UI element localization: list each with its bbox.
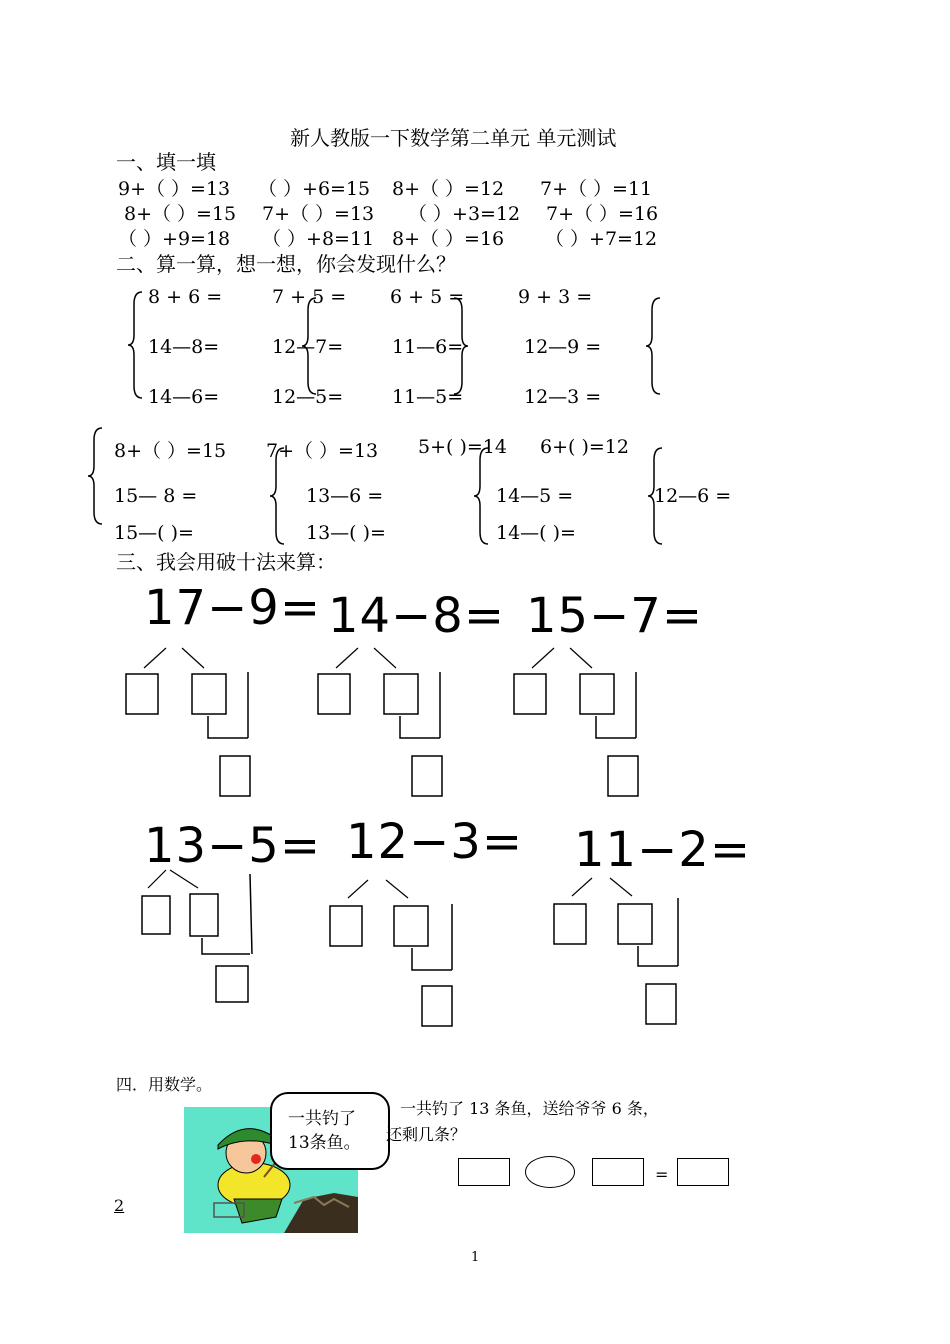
split-problem: 15−7= xyxy=(526,588,704,644)
brace-icon xyxy=(472,446,492,546)
split-problem: 14−8= xyxy=(328,588,506,644)
fill-item: （ ）+3=12 xyxy=(408,203,521,225)
split-problem: 11−2= xyxy=(574,822,752,878)
question-line-1: 一共钓了 13 条鱼，送给爷爷 6 条， xyxy=(400,1099,659,1118)
fill-item: 7+（ ）=13 xyxy=(262,203,375,225)
fill-item: 9+（ ）=13 xyxy=(118,178,231,200)
calc-item: 11—6= xyxy=(392,336,464,358)
section-2-heading: 二、算一算，想一想，你会发现什么？ xyxy=(116,252,456,276)
split-problem: 13−5= xyxy=(144,818,322,874)
calc-item: 9 + 3 = xyxy=(518,286,593,308)
fill-item: 8+（ ）=15 xyxy=(124,203,237,225)
split-problem: 17−9= xyxy=(144,580,322,636)
section-4-heading: 四．用数学。 xyxy=(116,1075,213,1094)
fill-item: 7+（ ）=11 xyxy=(540,178,653,200)
fill-item: （ ）+7=12 xyxy=(545,228,658,250)
calc-item: 13—( )= xyxy=(306,522,386,544)
calc-item: 14—6= xyxy=(148,386,220,408)
split-diagram xyxy=(512,644,652,804)
calc-item: 7+（ ）=13 xyxy=(266,440,379,462)
operator-oval[interactable] xyxy=(525,1156,575,1188)
calc-item: 13—6 = xyxy=(306,485,384,507)
section-3-heading: 三、我会用破十法来算： xyxy=(116,550,336,574)
split-problem: 12−3= xyxy=(346,814,524,870)
split-diagram xyxy=(552,874,692,1034)
calc-item: 14—5 = xyxy=(496,485,574,507)
answer-box[interactable] xyxy=(677,1158,729,1186)
brace-icon xyxy=(126,290,146,400)
calc-item: 14—8= xyxy=(148,336,220,358)
brace-icon xyxy=(86,426,106,526)
section-1-heading: 一、填一填 xyxy=(116,150,216,174)
fill-item: 7+（ ）=16 xyxy=(546,203,659,225)
fill-item: （ ）+8=11 xyxy=(262,228,375,250)
calc-item: 15— 8 = xyxy=(114,485,198,507)
brace-icon xyxy=(644,296,664,396)
fill-item: （ ）+9=18 xyxy=(118,228,231,250)
stray-number: 2 xyxy=(114,1196,125,1215)
calc-item: 8+（ ）=15 xyxy=(114,440,227,462)
calc-item: 11—5= xyxy=(392,386,464,408)
calc-item: 12—6 = xyxy=(654,485,732,507)
calc-item: 15—( )= xyxy=(114,522,194,544)
answer-box[interactable] xyxy=(458,1158,510,1186)
answer-box[interactable] xyxy=(592,1158,644,1186)
split-diagram xyxy=(140,866,280,1026)
fill-item: 8+（ ）=16 xyxy=(392,228,505,250)
split-diagram xyxy=(328,876,468,1036)
split-diagram xyxy=(316,644,456,804)
calc-item: 6 + 5 = xyxy=(390,286,465,308)
bubble-line-1: 一共钓了 xyxy=(288,1109,356,1129)
calc-item: 6+( )=12 xyxy=(540,436,629,458)
calc-item: 7 + 5 = xyxy=(272,286,347,308)
question-line-2: 还剩几条？ xyxy=(386,1125,467,1144)
page-number: 1 xyxy=(471,1250,480,1265)
calc-item: 12—5= xyxy=(272,386,344,408)
calc-item: 8 + 6 = xyxy=(148,286,223,308)
calc-item: 5+( )=14 xyxy=(418,436,507,458)
speech-bubble xyxy=(270,1092,390,1170)
fill-item: （ ）+6=15 xyxy=(258,178,371,200)
calc-item: 12—3 = xyxy=(524,386,602,408)
calc-item: 12—7= xyxy=(272,336,344,358)
bubble-line-2: 13条鱼。 xyxy=(288,1133,361,1153)
fill-item: 8+（ ）=12 xyxy=(392,178,505,200)
split-diagram xyxy=(124,644,264,804)
equals-sign: = xyxy=(655,1165,669,1184)
page-title: 新人教版一下数学第二单元 单元测试 xyxy=(290,126,617,150)
calc-item: 14—( )= xyxy=(496,522,576,544)
calc-item: 12—9 = xyxy=(524,336,602,358)
